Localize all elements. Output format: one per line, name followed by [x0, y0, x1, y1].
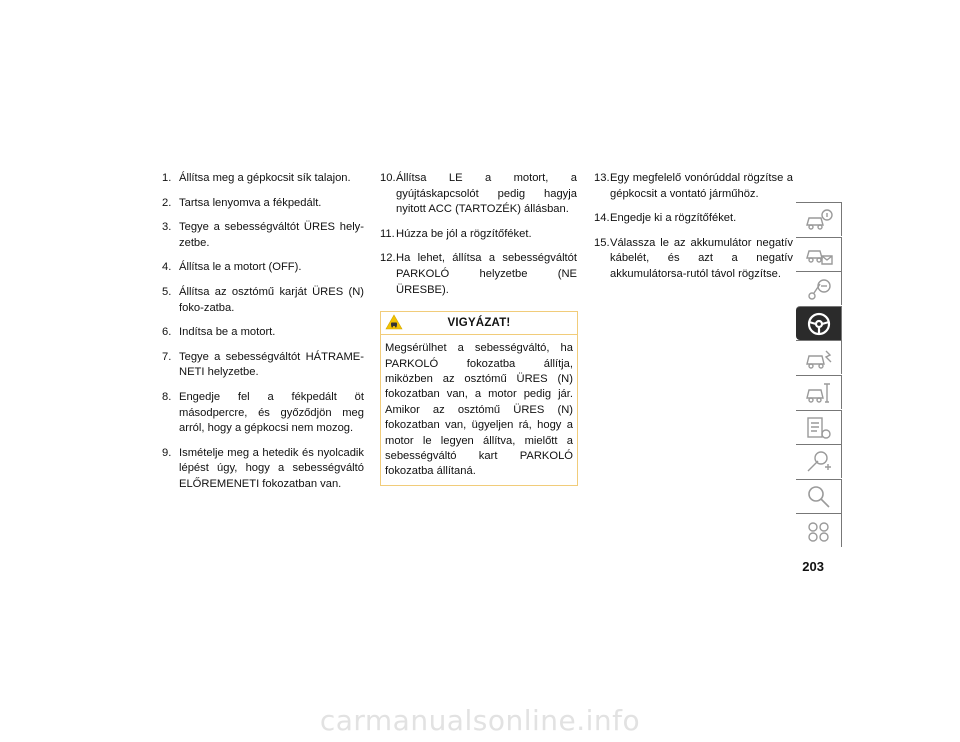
tab-car-info[interactable] — [796, 202, 842, 236]
warning-header — [381, 312, 577, 335]
step-14: 14. Engedje ki a rögzítőféket. — [594, 212, 737, 225]
column-2 — [380, 171, 577, 486]
car-crash-icon — [804, 345, 834, 371]
tab-service[interactable] — [796, 375, 842, 409]
step-1: 1. Állítsa meg a gépkocsit sík talajon. — [162, 172, 351, 184]
step-13: 13. Egy megfelelő vonórúddal rögzítse a gépkocsit a vontató járműhöz. — [594, 172, 793, 200]
tab-specifications[interactable] — [796, 410, 842, 444]
step-9: 9. Ismételje meg a hetedik és nyolcadik lépést úgy, hogy a sebességváltó ELŐREMENETI fokozatban van. — [162, 446, 364, 490]
multimedia-icon — [804, 449, 834, 475]
tab-emergency[interactable] — [796, 340, 842, 374]
watermark: carmanualsonline.info — [319, 704, 641, 737]
step-4: 4. Állítsa le a motort (OFF). — [162, 261, 302, 274]
car-safety-icon — [804, 242, 834, 268]
step-6: 6. Indítsa be a motort. — [162, 326, 276, 339]
specifications-icon — [804, 415, 834, 441]
steering-wheel-icon — [804, 311, 834, 337]
warning-text: Megsérülhet a sebességváltó, ha PARKOLÓ fokozatba állítja, miközben az osztómű ÜRES (N) fokozatban van, a motor pedig jár. Amikor az osztómű ÜRES (N) fokozatban van, ügyeljen rá, hogy a motor le legyen állítva, mielőtt a sebességváltó kart PARKOLÓ fokozatba állítaná. — [385, 342, 573, 478]
search-icon — [804, 484, 834, 510]
car-service-icon — [804, 380, 834, 406]
tab-car-safety[interactable] — [796, 237, 842, 271]
tab-starting[interactable] — [796, 271, 842, 305]
column-3 — [594, 171, 793, 292]
warning-title: VIGYÁZAT! — [447, 317, 511, 330]
step-5: 5. Állítsa az osztómű karját ÜRES (N) foko-zatba. — [162, 285, 364, 314]
step-2: 2. Tartsa lenyomva a fékpedált. — [162, 196, 322, 209]
warning-box — [380, 311, 578, 486]
step-10: 10. Állítsa LE a motort, a gyújtáskapcsolót pedig hagyja nyitott ACC (TARTOZÉK) állásban. — [380, 172, 577, 216]
chapter-tabs — [796, 202, 842, 548]
column-1 — [162, 171, 364, 502]
tab-index[interactable] — [796, 513, 842, 547]
car-starting-icon — [804, 276, 834, 302]
step-15: 15. Válassza le az akkumulátor negatív kábelét, és azt a negatív akkumulátorsa-rutól távol rögzítse. — [594, 236, 793, 280]
step-11: 11. Húzza be jól a rögzítőféket. — [380, 227, 532, 240]
step-8: 8. Engedje fel a fékpedált öt másodpercre, és győződjön meg arról, hogy a gépkocsi nem mozog. — [162, 390, 364, 435]
tab-multimedia[interactable] — [796, 444, 842, 478]
step-7: 7. Tegye a sebességváltót HÁTRAME-NETI helyzetbe. — [162, 350, 364, 379]
step-12: 12. Ha lehet, állítsa a sebességváltót PARKOLÓ helyzetbe (NE ÜRESBE). — [380, 252, 577, 296]
car-info-icon — [804, 207, 834, 233]
tab-driving[interactable] — [796, 306, 842, 340]
step-3: 3. Tegye a sebességváltót ÜRES hely-zetbe. — [162, 221, 364, 249]
index-icon — [804, 518, 834, 544]
tab-search[interactable] — [796, 479, 842, 513]
page-number: 203 — [802, 559, 824, 574]
